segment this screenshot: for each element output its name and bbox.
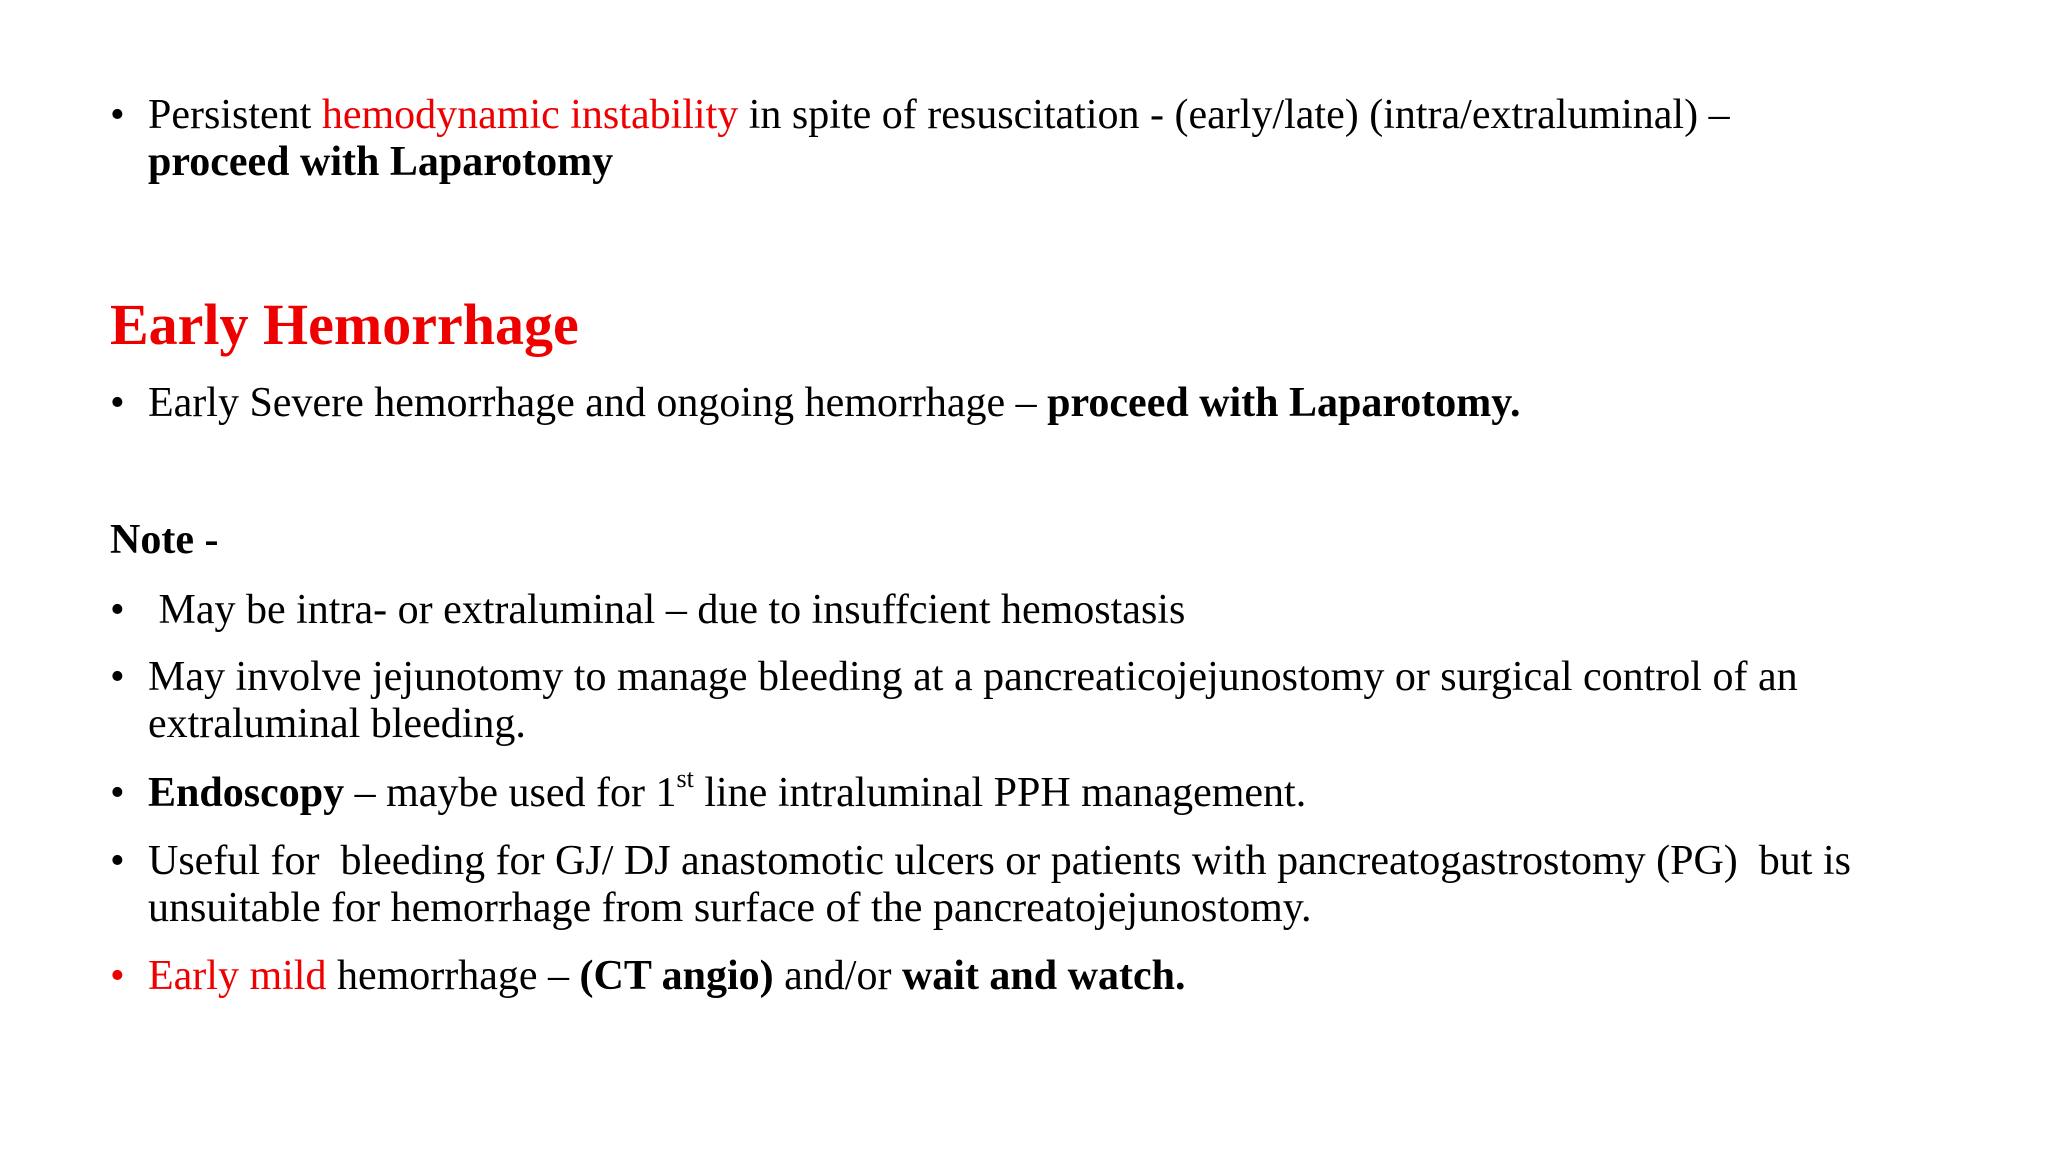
text-segment: hemorrhage –: [326, 953, 580, 999]
bullet-marker: •: [110, 587, 125, 633]
text-segment: line intraluminal PPH management.: [693, 770, 1307, 816]
bullet-useful-for: [110, 838, 1940, 932]
bullet-text: [148, 953, 1940, 1000]
bold-text: proceed with Laparotomy.: [1047, 380, 1521, 426]
note-label: Note -: [110, 517, 219, 563]
text-segment: and/or: [773, 953, 902, 999]
bullet-marker: •: [110, 654, 125, 700]
text-segment: Early Severe hemorrhage and ongoing hemorrhage –: [148, 380, 1048, 426]
highlight-text: Early mild: [148, 953, 327, 999]
bullet-endoscopy: [110, 764, 1940, 817]
highlight-text: hemodynamic instability: [321, 92, 739, 138]
section-heading: Early Hemorrhage: [110, 292, 579, 357]
text-segment: – maybe used for 1: [344, 770, 677, 816]
bullet-text: May involve jejunotomy to manage bleeding at a pancreaticojejunostomy or surgical control of an extraluminal bleeding.: [148, 654, 1798, 747]
bullet-hemodynamic-instability: [110, 92, 1940, 186]
bullet-marker: •: [110, 838, 125, 884]
superscript: st: [676, 764, 694, 793]
bullet-text: Useful for bleeding for GJ/ DJ anastomotic ulcers or patients with pancreatogastrostomy (PG) but is unsuitable for hemorrhage from surface of the pancreatojejunostomy.: [148, 838, 1862, 931]
bullet-jejunotomy: [110, 654, 1940, 748]
bullet-marker: •: [110, 770, 125, 816]
bullet-early-severe: [110, 380, 1940, 427]
bullet-marker: •: [110, 953, 125, 999]
bullet-text: [148, 380, 1940, 427]
bold-text: wait and watch.: [901, 953, 1186, 999]
text-segment: in spite of resuscitation - (early/late) (intra/extraluminal) –: [738, 92, 1730, 138]
bullet-text: [148, 92, 1940, 186]
bullet-text: [148, 764, 1940, 817]
bold-text: (CT angio): [579, 953, 774, 999]
bullet-intra-extraluminal: [110, 587, 1940, 634]
bold-text: Endoscopy: [148, 770, 345, 816]
text-segment: Persistent: [148, 92, 322, 138]
bullet-marker: •: [110, 380, 125, 426]
bold-text: proceed with Laparotomy: [148, 139, 614, 185]
bullet-marker: •: [110, 92, 125, 138]
bullet-text: May be intra- or extraluminal – due to insuffcient hemostasis: [148, 587, 1186, 633]
bullet-early-mild: [110, 953, 1940, 1000]
